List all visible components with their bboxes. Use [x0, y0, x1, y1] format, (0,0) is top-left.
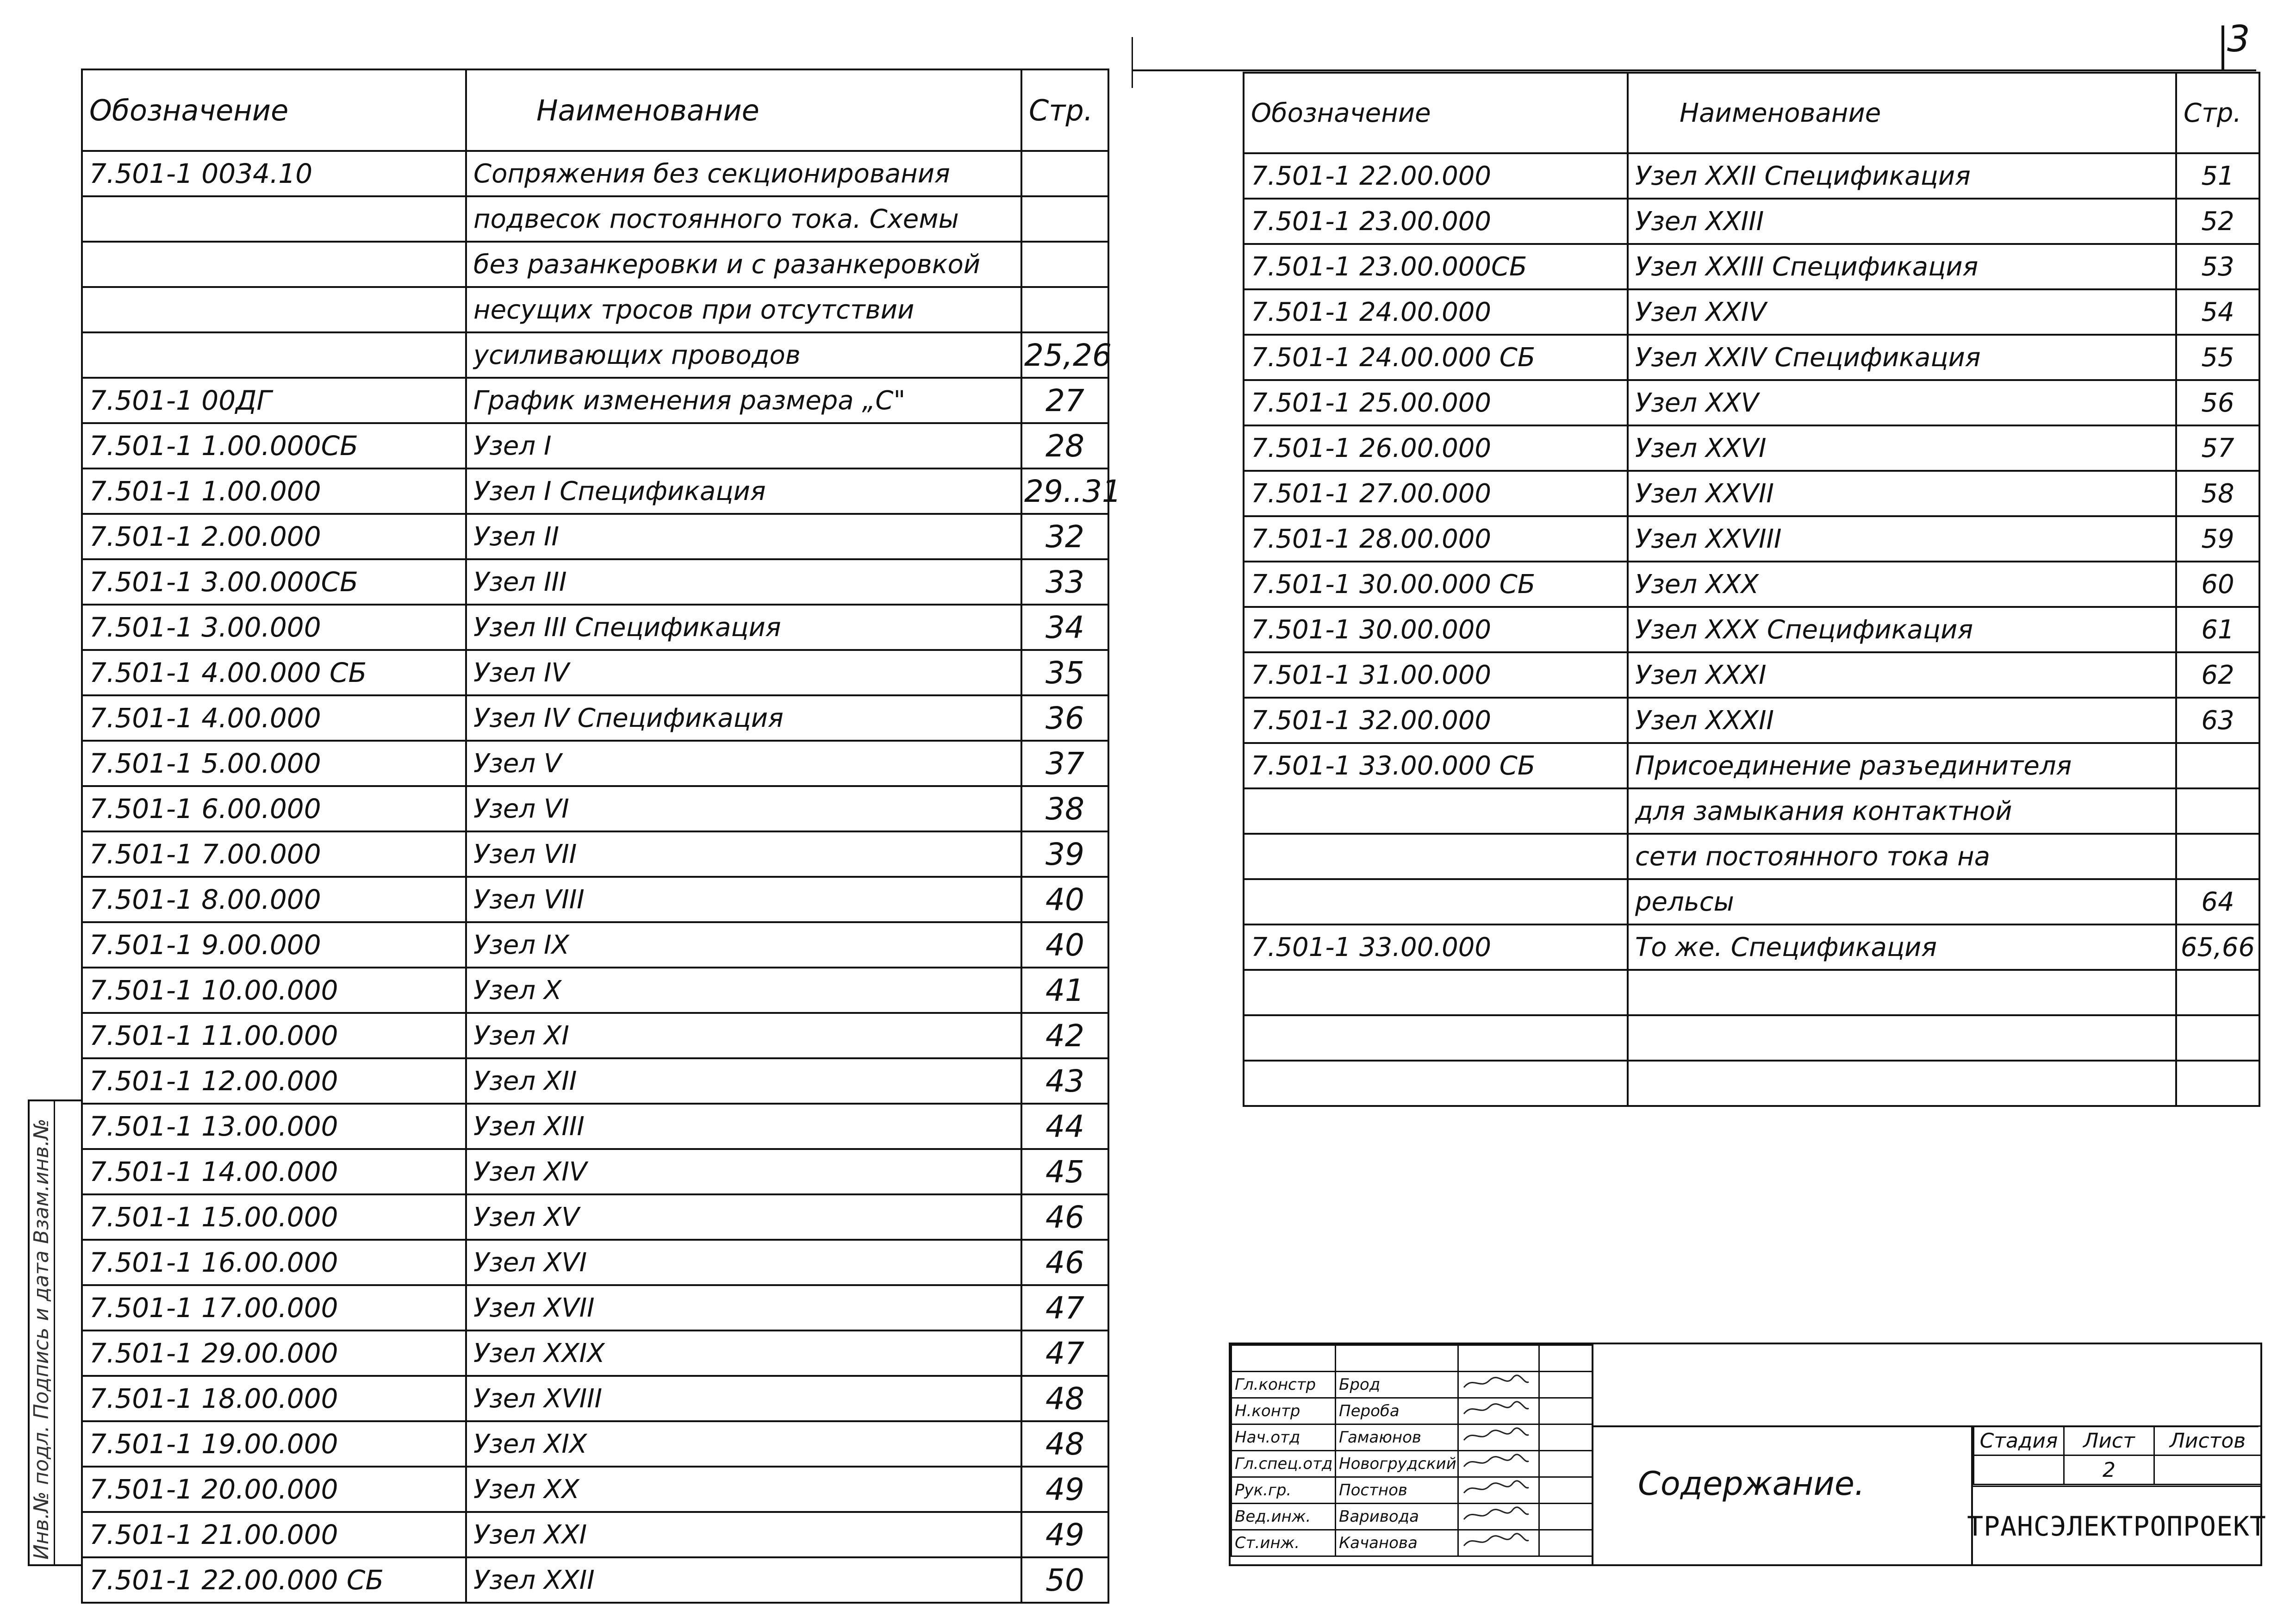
cell-page — [1021, 196, 1108, 242]
cell-code: 7.501-1 22.00.000 — [1244, 153, 1628, 199]
table-row — [82, 741, 1108, 786]
staff-name: Постнов — [1336, 1477, 1458, 1504]
cell-code: 7.501-1 15.00.000 — [82, 1194, 466, 1240]
cell-name: Узел XXIII — [1628, 199, 2176, 244]
table-row — [82, 1285, 1108, 1330]
table-row — [82, 786, 1108, 831]
cell-code — [1244, 788, 1628, 834]
cell-name: Узел XXVII — [1628, 471, 2176, 516]
table-row — [1244, 1061, 2259, 1106]
table-row — [1244, 335, 2259, 380]
cell-code: 7.501-1 20.00.000 — [82, 1467, 466, 1512]
cell-name: Узел XXV — [1628, 380, 2176, 425]
cell-page: 46 — [1021, 1194, 1108, 1240]
cell-name: Узел IX — [466, 922, 1021, 968]
cell-name: Узел III — [466, 559, 1021, 605]
cell-code: 7.501-1 25.00.000 — [1244, 380, 1628, 425]
header-page: Стр. — [2176, 73, 2259, 153]
cell-page: 59 — [2176, 516, 2259, 562]
cell-code: 7.501-1 23.00.000 — [1244, 199, 1628, 244]
sheet-number-bar — [2221, 25, 2224, 69]
header-page: Стр. — [1021, 69, 1108, 151]
cell-name: Узел I Спецификация — [466, 468, 1021, 514]
cell-code: 7.501-1 3.00.000 — [82, 605, 466, 650]
staff-role: Ст.инж. — [1232, 1530, 1336, 1556]
table-row — [1244, 1015, 2259, 1061]
cell-name: График изменения размера „С" — [466, 378, 1021, 423]
cell-page: 37 — [1021, 741, 1108, 786]
cell-page — [1021, 242, 1108, 287]
cell-name: Узел X — [466, 968, 1021, 1013]
signature-scribble-icon — [1462, 1532, 1531, 1550]
cell-page: 57 — [2176, 425, 2259, 471]
sheet-number: 3 — [2227, 19, 2250, 60]
cell-page: 48 — [1021, 1421, 1108, 1467]
cell-name: Узел XII — [466, 1058, 1021, 1104]
cell-name: Присоединение разъединителя — [1628, 743, 2176, 788]
cell-page: 40 — [1021, 922, 1108, 968]
staff-row — [1232, 1372, 1593, 1398]
signature — [1458, 1398, 1539, 1424]
cell-page: 48 — [1021, 1376, 1108, 1421]
organization-name: ТРАНСЭЛЕКТРОПРОЕКТ — [1973, 1486, 2260, 1566]
cell-name: Узел XXIV Спецификация — [1628, 335, 2176, 380]
cell-name: Узел XXXII — [1628, 698, 2176, 743]
cell-name: Узел XVI — [466, 1240, 1021, 1285]
cell-code: 7.501-1 3.00.000СБ — [82, 559, 466, 605]
table-row — [82, 1467, 1108, 1512]
signature — [1458, 1451, 1539, 1477]
frame-top-line — [1132, 69, 2256, 71]
cell-code: 7.501-1 4.00.000 СБ — [82, 650, 466, 695]
cell-code: 7.501-1 14.00.000 — [82, 1149, 466, 1194]
staff-role: Рук.гр. — [1232, 1477, 1336, 1504]
cell-page: 25,26 — [1021, 332, 1108, 378]
cell-code: 7.501-1 4.00.000 — [82, 695, 466, 741]
table-row — [82, 1512, 1108, 1557]
fold-mark — [1132, 37, 1133, 88]
cell-page: 41 — [1021, 968, 1108, 1013]
side-stamp — [28, 1099, 83, 1566]
signature-scribble-icon — [1462, 1374, 1531, 1392]
cell-code — [82, 196, 466, 242]
cell-code: 7.501-1 9.00.000 — [82, 922, 466, 968]
cell-code: 7.501-1 26.00.000 — [1244, 425, 1628, 471]
staff-name: Новогрудский — [1336, 1451, 1458, 1477]
table-row — [82, 1557, 1108, 1603]
date — [1539, 1372, 1593, 1398]
cell-page: 47 — [1021, 1330, 1108, 1376]
cell-page: 58 — [2176, 471, 2259, 516]
cell-code: 7.501-1 24.00.000 СБ — [1244, 335, 1628, 380]
cell-name: Узел XI — [466, 1013, 1021, 1058]
cell-page: 60 — [2176, 562, 2259, 607]
signature — [1458, 1504, 1539, 1530]
cell-code: 7.501-1 33.00.000 — [1244, 924, 1628, 970]
cell-code: 7.501-1 27.00.000 — [1244, 471, 1628, 516]
table-row — [82, 1376, 1108, 1421]
cell-name — [1628, 1061, 2176, 1106]
table-row — [1244, 562, 2259, 607]
staff-name: Пероба — [1336, 1398, 1458, 1424]
table-row — [82, 922, 1108, 968]
table-row — [1244, 289, 2259, 335]
signature — [1458, 1477, 1539, 1504]
cell-name: подвесок постоянного тока. Схемы — [466, 196, 1021, 242]
table-row — [1244, 879, 2259, 924]
cell-name — [1628, 1015, 2176, 1061]
table-row — [82, 1104, 1108, 1149]
table-row — [1244, 199, 2259, 244]
table-row — [1244, 607, 2259, 652]
cell-name: Узел XXVIII — [1628, 516, 2176, 562]
cell-name: Узел XXIX — [466, 1330, 1021, 1376]
table-row — [82, 151, 1108, 196]
cell-code: 7.501-1 7.00.000 — [82, 831, 466, 877]
cell-code: 7.501-1 30.00.000 СБ — [1244, 562, 1628, 607]
table-row — [1244, 970, 2259, 1015]
cell-code — [1244, 1061, 1628, 1106]
cell-page — [2176, 834, 2259, 879]
table-row — [1244, 652, 2259, 698]
signature — [1458, 1530, 1539, 1556]
cell-code: 7.501-1 2.00.000 — [82, 514, 466, 559]
cell-code: 7.501-1 11.00.000 — [82, 1013, 466, 1058]
cell-page: 49 — [1021, 1512, 1108, 1557]
cell-name: Сопряжения без секционирования — [466, 151, 1021, 196]
cell-name: То же. Спецификация — [1628, 924, 2176, 970]
table-row — [1244, 516, 2259, 562]
table-row — [82, 650, 1108, 695]
staff-role: Н.контр — [1232, 1398, 1336, 1424]
cell-page: 62 — [2176, 652, 2259, 698]
cell-page: 40 — [1021, 877, 1108, 922]
cell-page: 32 — [1021, 514, 1108, 559]
table-row — [82, 423, 1108, 468]
header-name: Наименование — [1628, 73, 2176, 153]
cell-name: Узел IV — [466, 650, 1021, 695]
cell-code: 7.501-1 0034.10 — [82, 151, 466, 196]
table-row — [82, 1330, 1108, 1376]
cell-code: 7.501-1 31.00.000 — [1244, 652, 1628, 698]
cell-page: 29..31 — [1021, 468, 1108, 514]
cell-name: Узел VIII — [466, 877, 1021, 922]
cell-code: 7.501-1 29.00.000 — [82, 1330, 466, 1376]
cell-page: 56 — [2176, 380, 2259, 425]
table-row — [82, 468, 1108, 514]
cell-page: 36 — [1021, 695, 1108, 741]
cell-name: Узел XV — [466, 1194, 1021, 1240]
sheets-value — [2154, 1455, 2261, 1485]
cell-name: Узел XIII — [466, 1104, 1021, 1149]
date — [1539, 1451, 1593, 1477]
cell-page: 33 — [1021, 559, 1108, 605]
cell-name: Узел XIV — [466, 1149, 1021, 1194]
signature — [1458, 1424, 1539, 1451]
cell-page: 43 — [1021, 1058, 1108, 1104]
table-row — [1244, 788, 2259, 834]
cell-name: Узел XXII Спецификация — [1628, 153, 2176, 199]
cell-name: рельсы — [1628, 879, 2176, 924]
table-row — [82, 196, 1108, 242]
table-row — [82, 514, 1108, 559]
cell-name: несущих тросов при отсутствии — [466, 287, 1021, 332]
cell-name: для замыкания контактной — [1628, 788, 2176, 834]
table-row — [82, 968, 1108, 1013]
cell-page: 52 — [2176, 199, 2259, 244]
table-row — [82, 242, 1108, 287]
cell-name: Узел VI — [466, 786, 1021, 831]
cell-code: 7.501-1 19.00.000 — [82, 1421, 466, 1467]
cell-code: 7.501-1 21.00.000 — [82, 1512, 466, 1557]
table-row — [1244, 425, 2259, 471]
document-title: Содержание. — [1638, 1465, 1865, 1503]
signature-scribble-icon — [1462, 1453, 1531, 1471]
date — [1539, 1530, 1593, 1556]
cell-name: сети постоянного тока на — [1628, 834, 2176, 879]
cell-page: 51 — [2176, 153, 2259, 199]
sheet-label: Лист — [2064, 1426, 2154, 1455]
cell-name: Узел III Спецификация — [466, 605, 1021, 650]
staff-role: Вед.инж. — [1232, 1504, 1336, 1530]
stage-value — [1974, 1455, 2064, 1485]
table-row — [1244, 153, 2259, 199]
cell-page: 55 — [2176, 335, 2259, 380]
table-row — [82, 1421, 1108, 1467]
cell-code — [82, 287, 466, 332]
cell-code: 7.501-1 1.00.000СБ — [82, 423, 466, 468]
cell-page: 61 — [2176, 607, 2259, 652]
staff-role: Гл.спец.отд — [1232, 1451, 1336, 1477]
staff-name: Брод — [1336, 1372, 1458, 1398]
cell-code: 7.501-1 10.00.000 — [82, 968, 466, 1013]
cell-name: Узел XXX — [1628, 562, 2176, 607]
header-code: Обозначение — [82, 69, 466, 151]
table-row — [1244, 244, 2259, 289]
cell-code: 7.501-1 17.00.000 — [82, 1285, 466, 1330]
cell-page — [1021, 287, 1108, 332]
cell-name: Узел I — [466, 423, 1021, 468]
cell-page: 53 — [2176, 244, 2259, 289]
cell-name: Узел XXVI — [1628, 425, 2176, 471]
cell-name: Узел XXIV — [1628, 289, 2176, 335]
cell-page: 45 — [1021, 1149, 1108, 1194]
table-row — [1244, 380, 2259, 425]
sheets-label: Листов — [2154, 1426, 2261, 1455]
cell-page — [2176, 970, 2259, 1015]
cell-name: усиливающих проводов — [466, 332, 1021, 378]
cell-name: Узел XXIII Спецификация — [1628, 244, 2176, 289]
table-row — [1244, 743, 2259, 788]
staff-name: Гамаюнов — [1336, 1424, 1458, 1451]
cell-page: 49 — [1021, 1467, 1108, 1512]
cell-page — [2176, 788, 2259, 834]
title-block — [1229, 1343, 2266, 1566]
staff-row — [1232, 1504, 1593, 1530]
table-row — [1244, 471, 2259, 516]
staff-row — [1232, 1530, 1593, 1556]
cell-code: 7.501-1 23.00.000СБ — [1244, 244, 1628, 289]
cell-code: 7.501-1 8.00.000 — [82, 877, 466, 922]
table-row — [82, 831, 1108, 877]
cell-name: Узел V — [466, 741, 1021, 786]
staff-name: Варивода — [1336, 1504, 1458, 1530]
cell-name: Узел XVII — [466, 1285, 1021, 1330]
table-row — [1244, 834, 2259, 879]
cell-code: 7.501-1 32.00.000 — [1244, 698, 1628, 743]
table-row — [82, 877, 1108, 922]
cell-code: 7.501-1 00ДГ — [82, 378, 466, 423]
cell-code: 7.501-1 30.00.000 — [1244, 607, 1628, 652]
signature-scribble-icon — [1462, 1400, 1531, 1418]
cell-code: 7.501-1 28.00.000 — [1244, 516, 1628, 562]
cell-name: Узел XX — [466, 1467, 1021, 1512]
cell-code — [1244, 834, 1628, 879]
cell-page: 63 — [2176, 698, 2259, 743]
side-stamp-text: Инв.№ подл. Подпись и дата Взам.инв.№ — [30, 1118, 53, 1560]
signature-scribble-icon — [1462, 1426, 1531, 1445]
cell-page: 64 — [2176, 879, 2259, 924]
cell-name: Узел II — [466, 514, 1021, 559]
cell-page: 42 — [1021, 1013, 1108, 1058]
cell-code: 7.501-1 24.00.000 — [1244, 289, 1628, 335]
sheet-value: 2 — [2064, 1455, 2154, 1485]
cell-page — [2176, 743, 2259, 788]
staff-row — [1232, 1477, 1593, 1504]
header-name: Наименование — [466, 69, 1021, 151]
cell-page: 34 — [1021, 605, 1108, 650]
table-row — [82, 287, 1108, 332]
cell-page: 35 — [1021, 650, 1108, 695]
cell-name: Узел XVIII — [466, 1376, 1021, 1421]
table-row — [82, 605, 1108, 650]
table-row — [82, 1240, 1108, 1285]
cell-page — [1021, 151, 1108, 196]
cell-name: Узел XIX — [466, 1421, 1021, 1467]
stage-sheet-block — [1967, 1425, 2266, 1564]
staff-signatures — [1231, 1344, 1593, 1564]
signature-scribble-icon — [1462, 1505, 1531, 1524]
stage-label: Стадия — [1974, 1426, 2064, 1455]
date — [1539, 1477, 1593, 1504]
cell-code — [82, 332, 466, 378]
staff-role: Нач.отд — [1232, 1424, 1336, 1451]
cell-name: Узел XXX Спецификация — [1628, 607, 2176, 652]
cell-code — [82, 242, 466, 287]
cell-name: Узел XXII — [466, 1557, 1021, 1603]
cell-page: 27 — [1021, 378, 1108, 423]
cell-page: 38 — [1021, 786, 1108, 831]
cell-page: 28 — [1021, 423, 1108, 468]
contents-table-right — [1243, 72, 2260, 1107]
cell-name: Узел XXI — [466, 1512, 1021, 1557]
cell-code — [1244, 879, 1628, 924]
table-row — [82, 1149, 1108, 1194]
table-row — [1244, 924, 2259, 970]
table-row — [82, 1058, 1108, 1104]
signature — [1458, 1372, 1539, 1398]
table-row — [82, 695, 1108, 741]
contents-table-left — [81, 69, 1121, 1604]
cell-page: 44 — [1021, 1104, 1108, 1149]
cell-name: Узел VII — [466, 831, 1021, 877]
cell-code — [1244, 970, 1628, 1015]
cell-name — [1628, 970, 2176, 1015]
cell-code: 7.501-1 22.00.000 СБ — [82, 1557, 466, 1603]
date — [1539, 1398, 1593, 1424]
cell-code: 7.501-1 16.00.000 — [82, 1240, 466, 1285]
cell-page: 39 — [1021, 831, 1108, 877]
date — [1539, 1424, 1593, 1451]
table-row — [82, 1194, 1108, 1240]
staff-row — [1232, 1451, 1593, 1477]
signature-scribble-icon — [1462, 1479, 1531, 1498]
table-row — [82, 1013, 1108, 1058]
cell-code: 7.501-1 5.00.000 — [82, 741, 466, 786]
cell-name: Узел XXXI — [1628, 652, 2176, 698]
cell-page: 54 — [2176, 289, 2259, 335]
cell-page — [2176, 1015, 2259, 1061]
cell-code: 7.501-1 12.00.000 — [82, 1058, 466, 1104]
table-row — [82, 378, 1108, 423]
cell-code — [1244, 1015, 1628, 1061]
cell-code: 7.501-1 33.00.000 СБ — [1244, 743, 1628, 788]
date — [1539, 1504, 1593, 1530]
staff-row — [1232, 1424, 1593, 1451]
cell-code: 7.501-1 18.00.000 — [82, 1376, 466, 1421]
cell-name: без разанкеровки и с разанкеровкой — [466, 242, 1021, 287]
cell-code: 7.501-1 6.00.000 — [82, 786, 466, 831]
cell-code: 7.501-1 1.00.000 — [82, 468, 466, 514]
cell-page — [2176, 1061, 2259, 1106]
table-row — [82, 559, 1108, 605]
cell-name: Узел IV Спецификация — [466, 695, 1021, 741]
cell-code: 7.501-1 13.00.000 — [82, 1104, 466, 1149]
staff-row — [1232, 1398, 1593, 1424]
staff-name: Качанова — [1336, 1530, 1458, 1556]
cell-page: 65,66 — [2176, 924, 2259, 970]
cell-page: 46 — [1021, 1240, 1108, 1285]
table-row — [82, 332, 1108, 378]
table-row — [1244, 698, 2259, 743]
cell-page: 50 — [1021, 1557, 1108, 1603]
staff-role: Гл.констр — [1232, 1372, 1336, 1398]
header-code: Обозначение — [1244, 73, 1628, 153]
cell-page: 47 — [1021, 1285, 1108, 1330]
